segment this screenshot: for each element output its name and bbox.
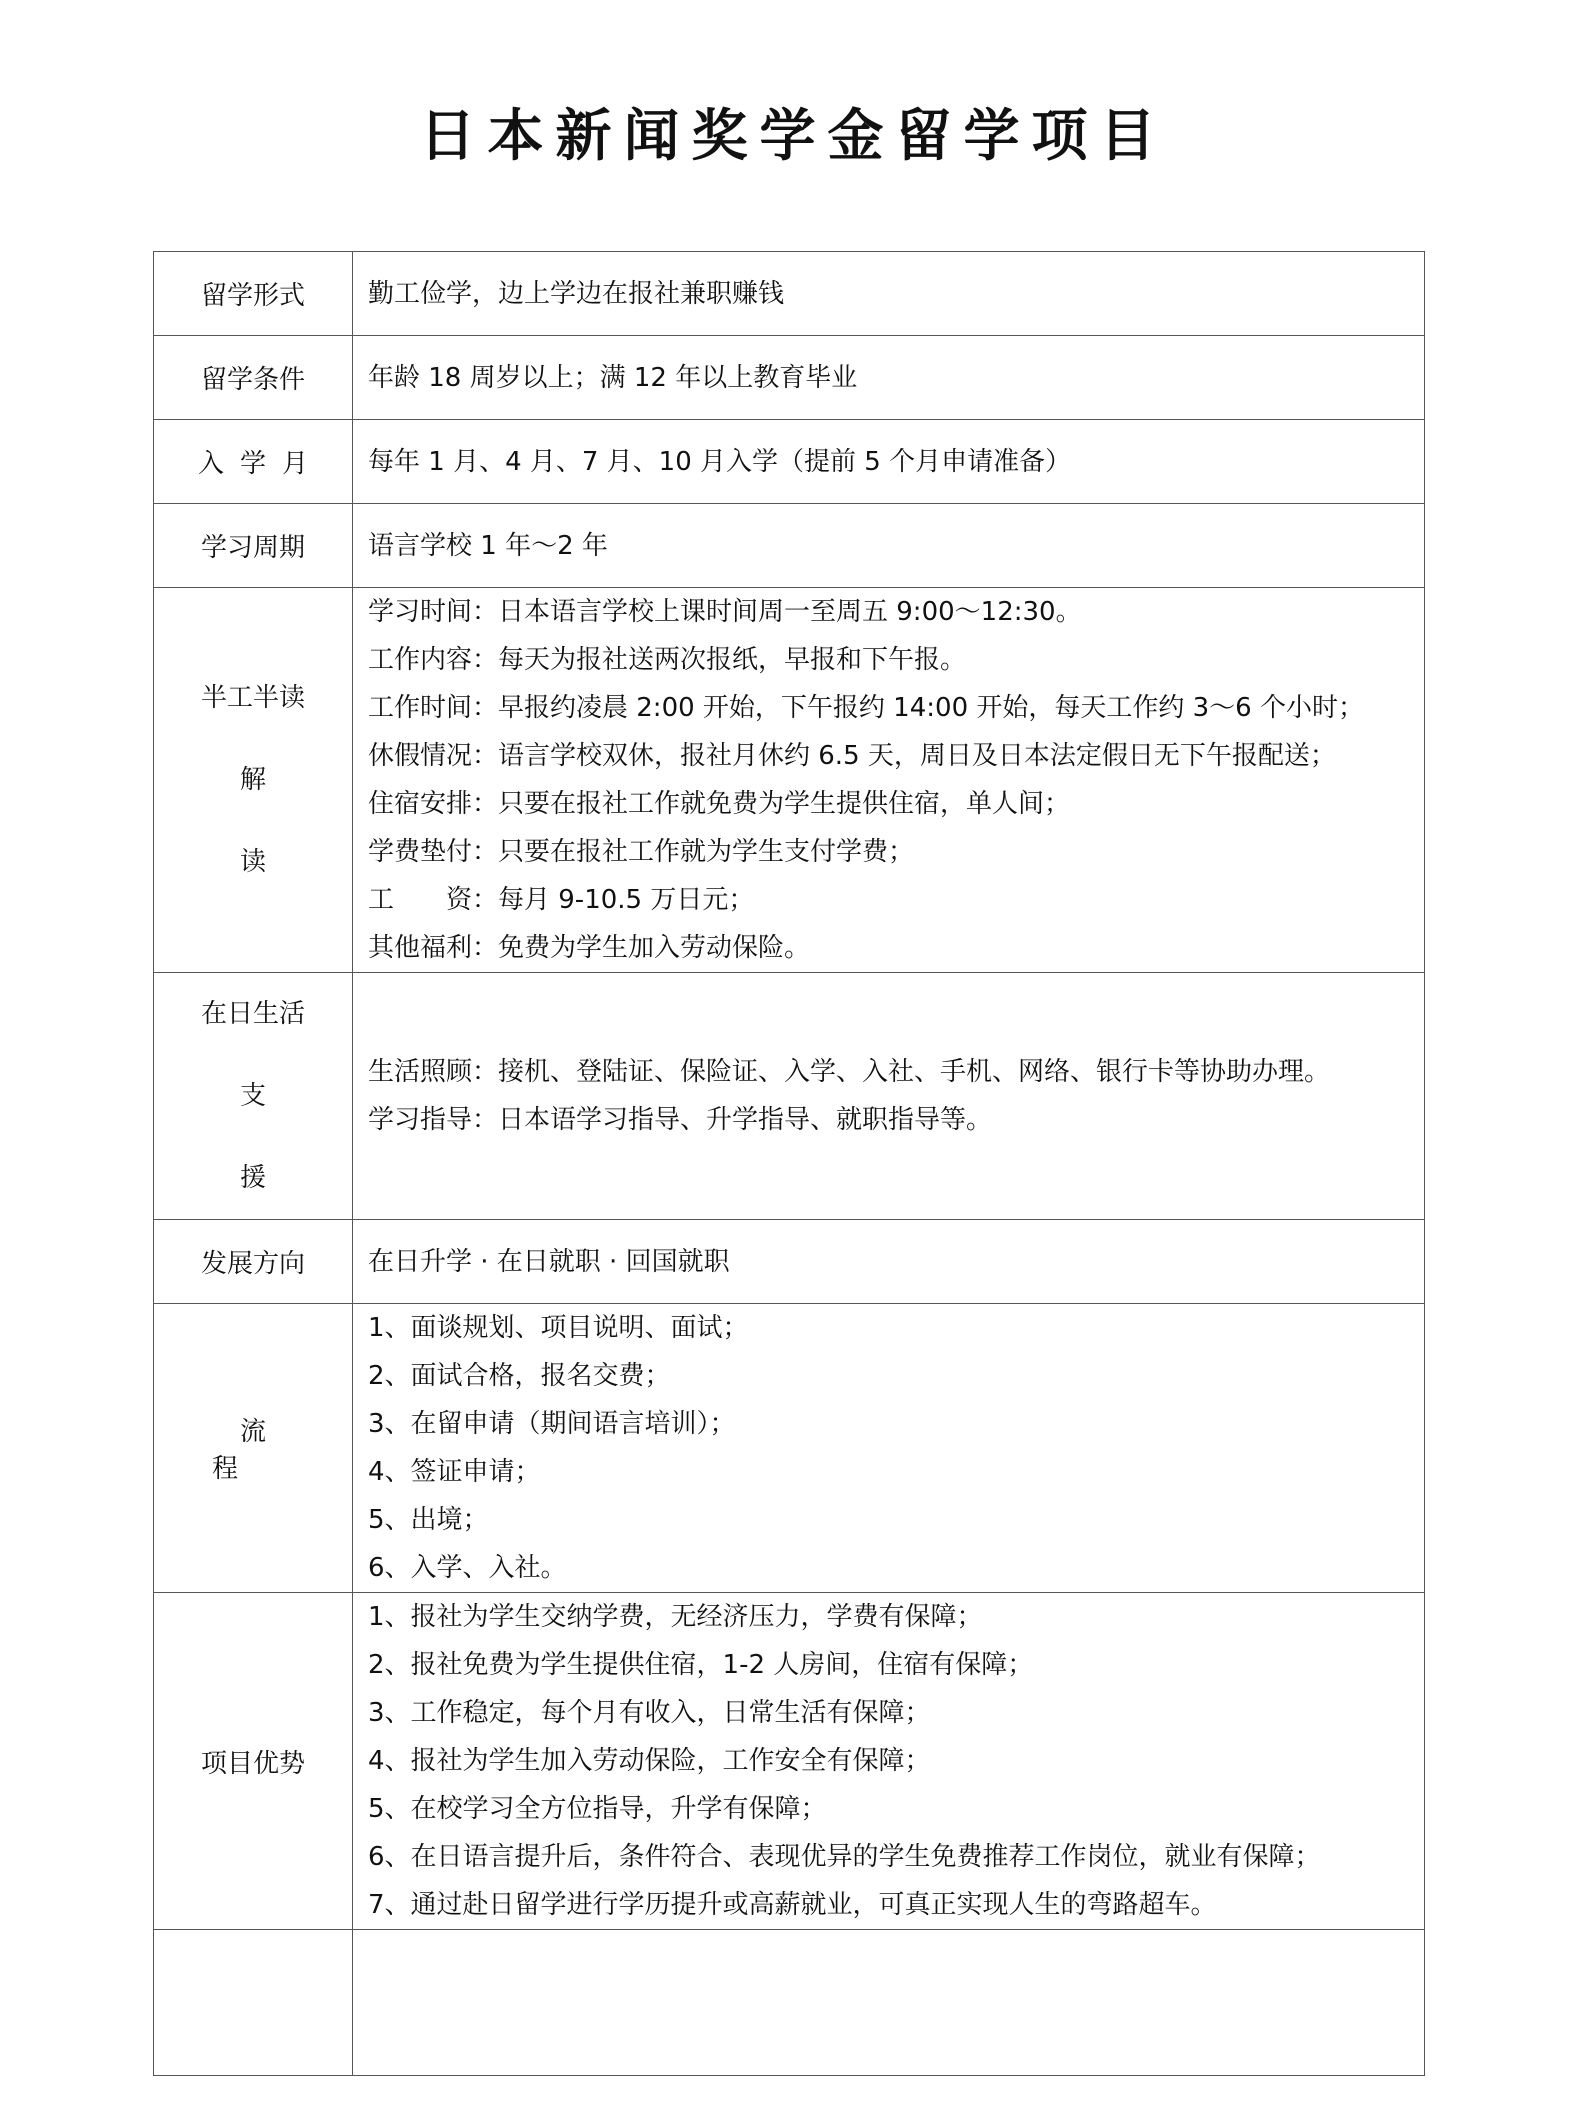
table-row [154, 252, 1425, 336]
content-line: 语言学校 1 年～2 年 [368, 530, 608, 561]
table-row [154, 588, 1425, 973]
row-content-study-period [353, 504, 1425, 588]
row-label-work-study: 半工半读 解读 [154, 588, 353, 973]
content-line: 4、签证申请； [368, 1457, 541, 1487]
content-line: 2、面试合格，报名交费； [368, 1361, 671, 1391]
content-line: 3、在留申请（期间语言培训）； [368, 1409, 736, 1439]
row-content-development [353, 1220, 1425, 1304]
content-line: 3、工作稳定，每个月有收入，日常生活有保障； [368, 1698, 931, 1728]
content-line: 其他福利：免费为学生加入劳动保险。 [368, 933, 811, 963]
content-line: 学习指导：日本语学习指导、升学指导、就职指导等。 [368, 1105, 993, 1135]
row-content-study-form [353, 252, 1425, 336]
content-line: 工作时间：早报约凌晨 2:00 开始，下午报约 14:00 开始，每天工作约 3～6 个小时； [368, 693, 1364, 723]
row-label-empty [154, 1930, 353, 2076]
row-label-study-form: 留学形式 [154, 252, 353, 336]
content-line: 在日升学 · 在日就职 · 回国就职 [368, 1246, 730, 1277]
content-line: 7、通过赴日留学进行学历提升或高薪就业，可真正实现人生的弯路超车。 [368, 1890, 1217, 1920]
table-row [154, 420, 1425, 504]
content-line: 工作内容：每天为报社送两次报纸，早报和下午报。 [368, 645, 967, 675]
content-line: 6、入学、入社。 [368, 1553, 567, 1583]
row-content-requirements [353, 336, 1425, 420]
content-line: 生活照顾：接机、登陆证、保险证、入学、入社、手机、网络、银行卡等协助办理。 [368, 1057, 1331, 1087]
content-line: 勤工俭学，边上学边在报社兼职赚钱 [368, 278, 785, 309]
table-row-empty [154, 1930, 1425, 2076]
content-line: 年龄 18 周岁以上；满 12 年以上教育毕业 [368, 362, 858, 393]
table-row [154, 1220, 1425, 1304]
row-content-process [353, 1304, 1425, 1593]
row-label-study-period: 学习周期 [154, 504, 353, 588]
content-line: 4、报社为学生加入劳动保险，工作安全有保障； [368, 1746, 931, 1776]
content-line: 1、报社为学生交纳学费，无经济压力，学费有保障； [368, 1602, 983, 1632]
table-row [154, 1593, 1425, 1930]
content-line: 学费垫付：只要在报社工作就为学生支付学费； [368, 837, 915, 867]
row-label-requirements: 留学条件 [154, 336, 353, 420]
row-content-empty [353, 1930, 1425, 2076]
row-content-enrollment-month [353, 420, 1425, 504]
content-line: 2、报社免费为学生提供住宿，1-2 人房间，住宿有保障； [368, 1650, 1034, 1680]
row-content-life-support [353, 973, 1425, 1220]
table-row [154, 973, 1425, 1220]
row-content-work-study [353, 588, 1425, 973]
info-table [153, 251, 1425, 2076]
table-row [154, 336, 1425, 420]
row-label-life-support: 在日生活 支援 [154, 973, 353, 1220]
row-label-process: 流程 [154, 1304, 353, 1593]
content-line: 6、在日语言提升后，条件符合、表现优异的学生免费推荐工作岗位，就业有保障； [368, 1842, 1321, 1872]
content-line: 1、面谈规划、项目说明、面试； [368, 1313, 749, 1343]
row-label-advantages: 项目优势 [154, 1593, 353, 1930]
row-label-enrollment-month: 入学月 [154, 420, 353, 504]
table-row [154, 504, 1425, 588]
content-line: 学习时间：日本语言学校上课时间周一至周五 9:00～12:30。 [368, 597, 1082, 627]
content-line: 5、出境； [368, 1505, 489, 1535]
content-line: 工 资：每月 9-10.5 万日元； [368, 885, 755, 915]
content-line: 每年 1 月、4 月、7 月、10 月入学（提前 5 个月申请准备） [368, 446, 1072, 477]
content-line: 休假情况：语言学校双休，报社月休约 6.5 天，周日及日本法定假日无下午报配送； [368, 741, 1336, 771]
row-label-development: 发展方向 [154, 1220, 353, 1304]
row-content-advantages [353, 1593, 1425, 1930]
table-row [154, 1304, 1425, 1593]
page-title: 日本新闻奖学金留学项目 [419, 103, 1168, 169]
content-line: 5、在校学习全方位指导，升学有保障； [368, 1794, 827, 1824]
content-line: 住宿安排：只要在报社工作就免费为学生提供住宿，单人间； [368, 789, 1071, 819]
